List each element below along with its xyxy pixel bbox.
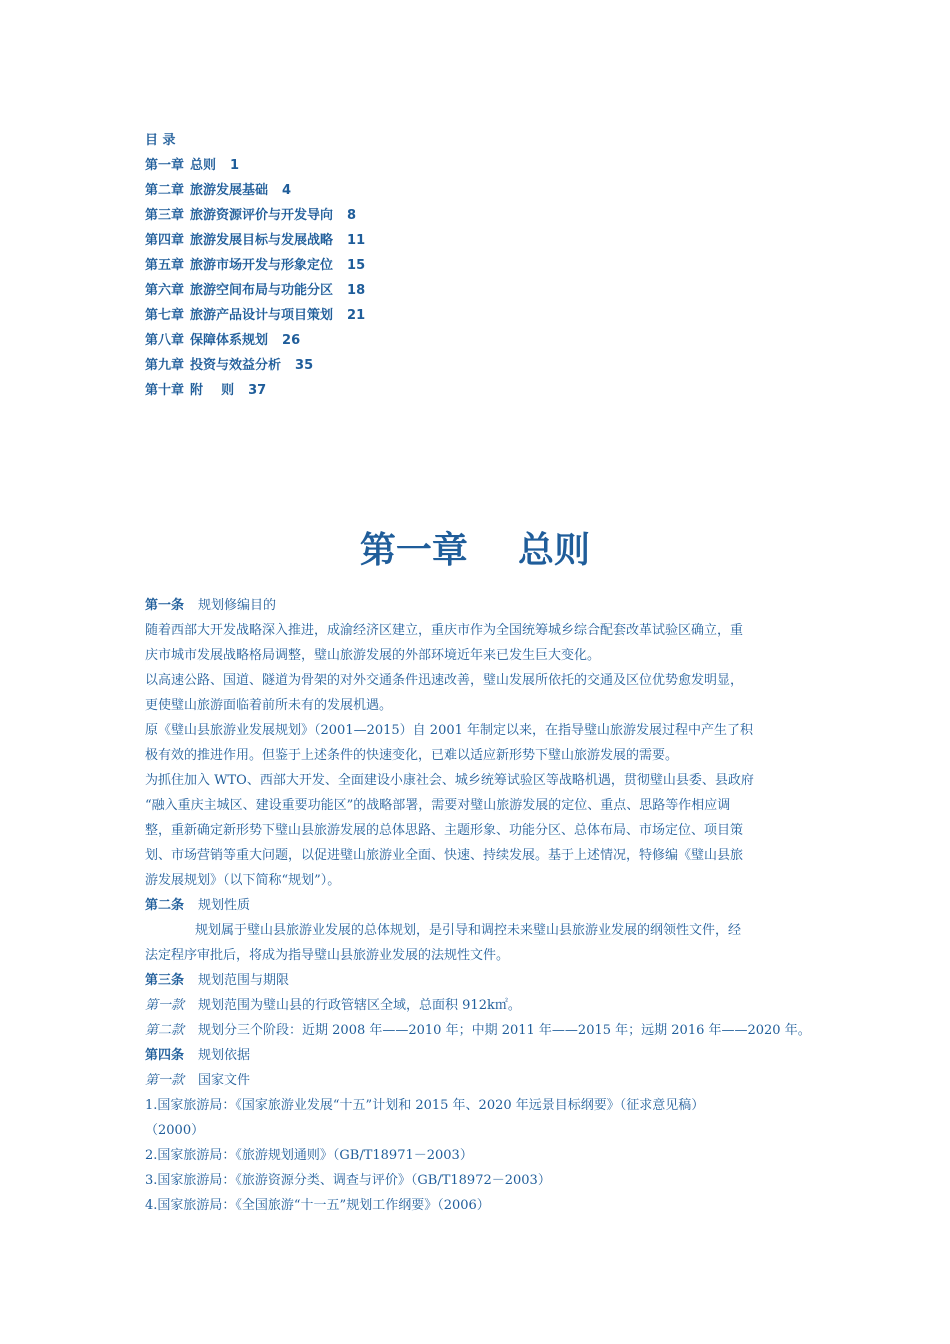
toc-item — [145, 328, 365, 353]
toc-chapter-title: 保障体系规划 — [190, 333, 269, 348]
article-title: 规划依据 — [198, 1048, 251, 1063]
toc-page-number: 35 — [295, 358, 314, 373]
paragraph-line: 以高速公路、国道、隧道为骨架的对外交通条件迅速改善，璧山发展所依托的交通及区位优势愈发明显， — [145, 673, 744, 688]
paragraph-line: 游发展规划》（以下简称“规划”）。 — [145, 873, 341, 888]
article-label: 第四条 — [145, 1048, 185, 1063]
article-heading — [145, 893, 815, 918]
paragraph-line: （2000） — [145, 1123, 205, 1138]
paragraph-line: 整，重新确定新形势下璧山县旅游发展的总体思路、主题形象、功能分区、总体布局、市场定位、项目策 — [145, 823, 744, 838]
paragraph-line: 为抓住加入 WTO、西部大开发、全面建设小康社会、城乡统筹试验区等战略机遇，贯彻璧山县委、县政府 — [145, 773, 754, 788]
clause-title: 国家文件 — [198, 1073, 251, 1088]
clause-line — [145, 1018, 815, 1043]
toc-item — [145, 203, 365, 228]
toc-item — [145, 378, 365, 403]
article-label: 第三条 — [145, 973, 185, 988]
toc-chapter-label: 第五章 — [145, 258, 185, 273]
toc-item — [145, 228, 365, 253]
article-paragraphs — [145, 618, 815, 893]
toc-chapter-title: 附 则 — [190, 383, 235, 398]
toc-item — [145, 303, 365, 328]
toc-chapter-label: 第九章 — [145, 358, 185, 373]
toc-chapter-label: 第三章 — [145, 208, 185, 223]
article-title: 规划范围与期限 — [198, 973, 290, 988]
reference-list — [145, 1093, 815, 1218]
clause-text: 规划分三个阶段：近期 2008 年——2010 年；中期 2011 年——2015 年；远期 2016 年——2020 年。 — [198, 1023, 811, 1038]
article-label: 第二条 — [145, 898, 185, 913]
toc-list — [145, 153, 365, 403]
clause-label: 第一款 — [145, 1073, 185, 1088]
article-heading — [145, 593, 815, 618]
toc-chapter-label: 第十章 — [145, 383, 185, 398]
toc-chapter-title: 总则 — [190, 158, 217, 173]
article-heading — [145, 968, 815, 993]
article-title: 规划修编目的 — [198, 598, 277, 613]
clause-label: 第一款 — [145, 998, 185, 1013]
toc-chapter-label: 第二章 — [145, 183, 185, 198]
toc-item — [145, 153, 365, 178]
toc-page-number: 37 — [248, 383, 267, 398]
toc-item — [145, 178, 365, 203]
article-label: 第一条 — [145, 598, 185, 613]
paragraph-line: 2.国家旅游局：《旅游规划通则》（GB/T18971－2003） — [145, 1148, 473, 1163]
paragraph-line: 原《璧山县旅游业发展规划》（2001—2015）自 2001 年制定以来，在指导璧山旅游发展过程中产生了积 — [145, 723, 754, 738]
toc-chapter-title: 投资与效益分析 — [190, 358, 282, 373]
toc-item — [145, 353, 365, 378]
clause-label: 第二款 — [145, 1023, 185, 1038]
toc-chapter-label: 第六章 — [145, 283, 185, 298]
toc-chapter-label: 第一章 — [145, 158, 185, 173]
paragraph-line: 1.国家旅游局：《国家旅游业发展“十五”计划和 2015 年、2020 年远景目标纲要》（征求意见稿） — [145, 1098, 705, 1113]
article-title: 规划性质 — [198, 898, 251, 913]
chapter-title: 第一章 总则 — [359, 530, 591, 571]
toc-item — [145, 278, 365, 303]
toc-page-number: 11 — [347, 233, 366, 248]
article-clauses — [145, 993, 815, 1043]
toc-chapter-title: 旅游发展基础 — [190, 183, 269, 198]
toc-title: 目 录 — [145, 133, 176, 148]
toc-chapter-label: 第四章 — [145, 233, 185, 248]
paragraph-line: “融入重庆主城区、建设重要功能区”的战略部署，需要对璧山旅游发展的定位、重点、思路等作相应调 — [145, 798, 731, 813]
toc-chapter-label: 第八章 — [145, 333, 185, 348]
clause-line — [145, 993, 815, 1018]
toc-page-number: 8 — [347, 208, 357, 223]
toc-item — [145, 253, 365, 278]
toc-chapter-title: 旅游产品设计与项目策划 — [190, 308, 334, 323]
paragraph-line: 3.国家旅游局：《旅游资源分类、调查与评价》（GB/T18972－2003） — [145, 1173, 551, 1188]
paragraph-line: 4.国家旅游局：《全国旅游“十一五”规划工作纲要》（2006） — [145, 1198, 490, 1213]
paragraph-line: 随着西部大开发战略深入推进，成渝经济区建立，重庆市作为全国统筹城乡综合配套改革试验区确立，重 — [145, 623, 744, 638]
toc-page-number: 1 — [230, 158, 240, 173]
table-of-contents — [145, 128, 365, 403]
toc-chapter-title: 旅游资源评价与开发导向 — [190, 208, 334, 223]
article-paragraphs — [145, 918, 815, 968]
chapter-body — [145, 593, 815, 1218]
toc-page-number: 21 — [347, 308, 366, 323]
clause-heading — [145, 1068, 815, 1093]
article-heading — [145, 1043, 815, 1068]
paragraph-line: 庆市城市发展战略格局调整，璧山旅游发展的外部环境近年来已发生巨大变化。 — [145, 648, 601, 663]
paragraph-line: 划、市场营销等重大问题，以促进璧山旅游业全面、快速、持续发展。基于上述情况，特修编《璧山县旅 — [145, 848, 744, 863]
paragraph-line: 规划属于璧山县旅游业发展的总体规划，是引导和调控未来璧山县旅游业发展的纲领性文件，经 — [195, 923, 742, 938]
paragraph-line: 法定程序审批后，将成为指导璧山县旅游业发展的法规性文件。 — [145, 948, 510, 963]
clause-text: 规划范围为璧山县的行政管辖区全域，总面积 912k㎡。 — [198, 998, 521, 1013]
paragraph-line: 极有效的推进作用。但鉴于上述条件的快速变化，已难以适应新形势下璧山旅游发展的需要。 — [145, 748, 679, 763]
toc-chapter-title: 旅游发展目标与发展战略 — [190, 233, 334, 248]
toc-page-number: 4 — [282, 183, 292, 198]
toc-chapter-title: 旅游空间布局与功能分区 — [190, 283, 334, 298]
toc-page-number: 15 — [347, 258, 366, 273]
toc-page-number: 26 — [282, 333, 301, 348]
toc-chapter-title: 旅游市场开发与形象定位 — [190, 258, 334, 273]
toc-page-number: 18 — [347, 283, 366, 298]
paragraph-line: 更使璧山旅游面临着前所未有的发展机遇。 — [145, 698, 393, 713]
toc-chapter-label: 第七章 — [145, 308, 185, 323]
